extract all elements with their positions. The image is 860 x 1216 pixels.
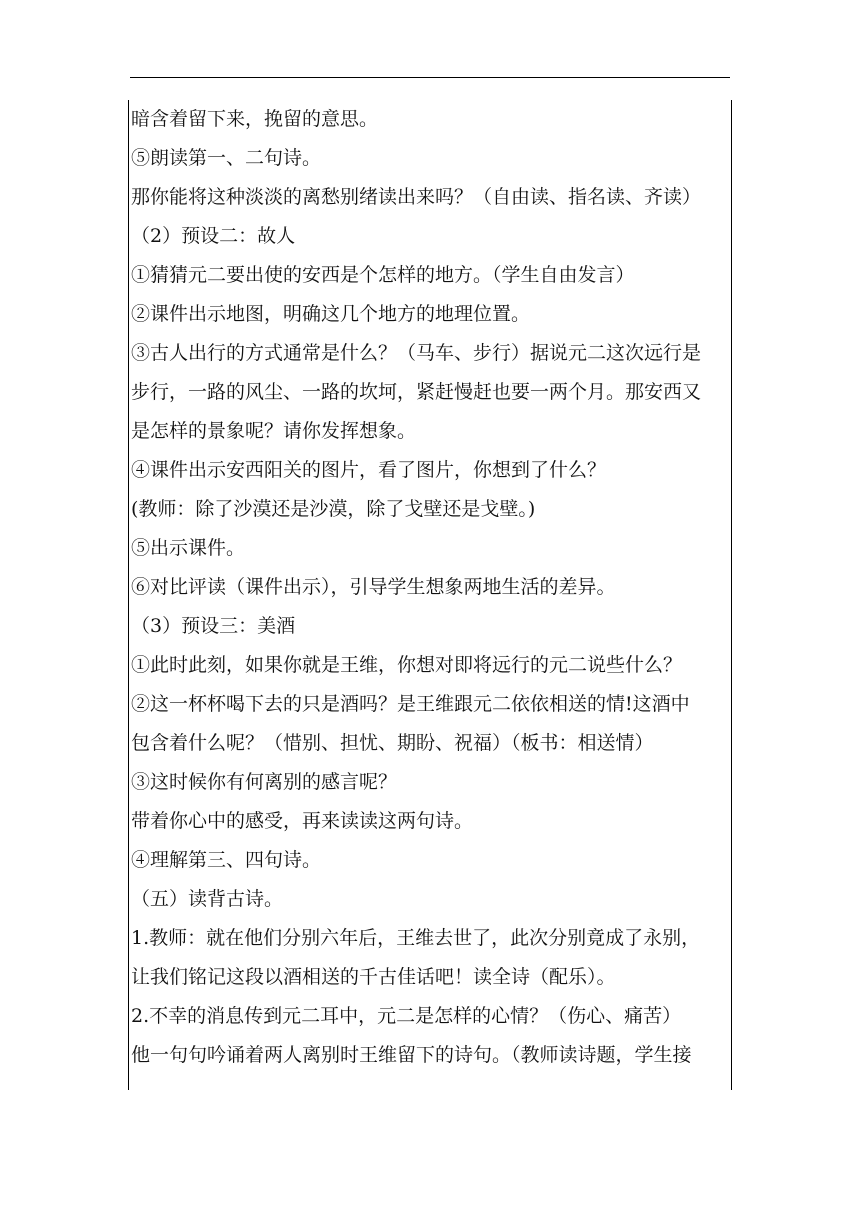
text-line: 那你能将这种淡淡的离愁别绪读出来吗？（自由读、指名读、齐读）: [131, 186, 702, 208]
text-line: 让我们铭记这段以酒相送的千古佳话吧！读全诗（配乐）。: [131, 966, 616, 988]
text-line: ②课件出示地图，明确这几个地方的地理位置。: [131, 303, 531, 325]
text-line: (教师：除了沙漠还是沙漠，除了戈壁还是戈壁。): [131, 498, 536, 520]
text-line: ⑤朗读第一、二句诗。: [131, 147, 322, 169]
text-line: ⑤出示课件。: [131, 537, 246, 559]
text-line: 2.不幸的消息传到元二耳中，元二是怎样的心情？（伤心、痛苦）: [131, 1005, 682, 1027]
text-line: 包含着什么呢？（惜别、担忧、期盼、祝福）（板书：相送情）: [131, 732, 654, 754]
section-heading: （2）预设二：故人: [131, 225, 296, 247]
text-line: ④理解第三、四句诗。: [131, 849, 322, 871]
text-line: ③古人出行的方式通常是什么？（马车、步行）据说元二这次远行是: [131, 342, 702, 364]
text-line: ⑥对比评读（课件出示），引导学生想象两地生活的差异。: [131, 576, 616, 598]
header-rule: [130, 77, 730, 78]
text-line: ③这时候你有何离别的感言呢？: [131, 771, 398, 793]
document-body: [131, 100, 731, 1075]
text-line: 步行，一路的风尘、一路的坎坷，紧赶慢赶也要一两个月。那安西又: [131, 381, 702, 403]
section-heading: （3）预设三：美酒: [131, 615, 296, 637]
text-line: 是怎样的景象呢？请你发挥想象。: [131, 420, 417, 442]
text-line: ①猜猜元二要出使的安西是个怎样的地方。（学生自由发言）: [131, 264, 635, 286]
text-line: ②这一杯杯喝下去的只是酒吗？是王维跟元二依依相送的情!这酒中: [131, 693, 690, 715]
section-heading: （五）读背古诗。: [131, 888, 284, 910]
text-line: ④课件出示安西阳关的图片，看了图片，你想到了什么？: [131, 459, 607, 481]
text-line: 暗含着留下来，挽留的意思。: [131, 108, 379, 130]
text-line: 带着你心中的感受，再来读读这两句诗。: [131, 810, 474, 832]
text-line: 1.教师：就在他们分别六年后，王维去世了，此次分别竟成了永别，: [131, 927, 701, 949]
text-line: ①此时此刻，如果你就是王维，你想对即将远行的元二说些什么？: [131, 654, 683, 676]
text-line: 他一句句吟诵着两人离别时王维留下的诗句。（教师读诗题，学生接: [131, 1044, 692, 1066]
